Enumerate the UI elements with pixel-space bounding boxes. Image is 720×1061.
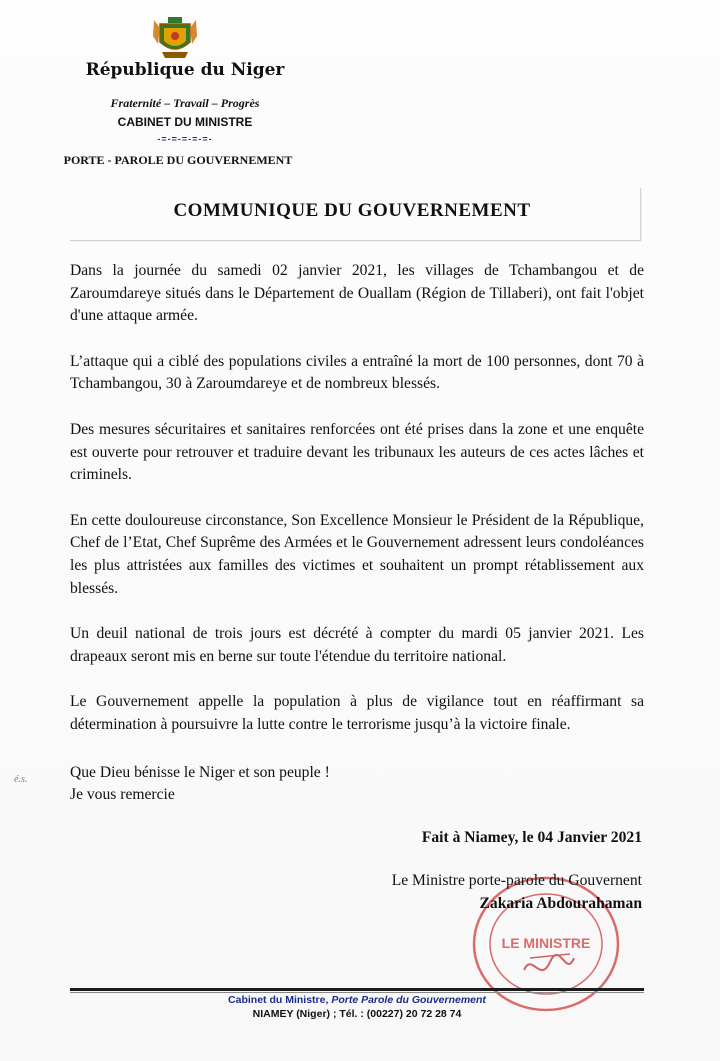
- minister-role: Le Ministre porte-parole du Gouvernent: [391, 872, 642, 889]
- footer-contact: NIAMEY (Niger) ; Tél. : (00227) 20 72 28 74: [252, 1008, 462, 1020]
- paragraph: En cette douloureuse circonstance, Son Excellence Monsieur le Président de la République, Chef de l’Etat, Chef Suprême des Armées et le Gouvernement adressent leurs condoléances les plus attristées aux familles des victimes et souhaitent un prompt rétablissement aux blessés.: [70, 511, 644, 597]
- paragraph: Dans la journée du samedi 02 janvier 2021, les villages de Tchambangou et de Zaroumdareye situés dans le Département de Ouallam (Région de Tillaberi), ont fait l'objet d'une attaque armée.: [70, 262, 644, 325]
- coat-of-arms-icon: [150, 14, 200, 60]
- closing-thanks: Je vous remercie: [70, 786, 175, 803]
- footer-cabinet: Cabinet du Ministre,: [228, 994, 329, 1006]
- republic-name: République du Niger: [85, 60, 285, 80]
- closing-block: [70, 762, 470, 806]
- paragraph: Des mesures sécuritaires et sanitaires renforcées ont été prises dans la zone et une enquête est ouverte pour retrouver et traduire devant les tribunaux les auteurs de ces actes lâches et criminels.: [70, 420, 644, 484]
- paragraph: L’attaque qui a ciblé des populations civiles a entraîné la mort de 100 personnes, dont 70 à Tchambangou, 30 à Zaroumdareye et de nombreux blessés.: [70, 352, 644, 393]
- stamp-center-text: LE MINISTRE: [501, 935, 591, 951]
- paragraph: Le Gouvernement appelle la population à plus de vigilance tout en réaffirmant sa détermination à poursuivre la lutte contre le terrorisme jusqu’à la victoire finale.: [70, 693, 644, 733]
- cabinet-label: CABINET DU MINISTRE: [117, 115, 253, 129]
- document-title: COMMUNIQUE DU GOUVERNEMENT: [173, 200, 531, 221]
- header-separator: -=-=-=-=-=-: [157, 134, 213, 144]
- minister-name: Zakaria Abdourahaman: [479, 895, 642, 912]
- footer-divider: [70, 988, 644, 991]
- place-date: Fait à Niamey, le 04 Janvier 2021: [421, 829, 642, 846]
- communique-body: [70, 260, 644, 760]
- paragraph: Un deuil national de trois jours est décrété à compter du mardi 05 janvier 2021. Les drapeaux seront mis en berne sur toute l'étendue du territoire national.: [70, 625, 644, 665]
- footer-office: [70, 994, 644, 1006]
- national-motto: Fraternité – Travail – Progrès: [110, 96, 260, 110]
- closing-blessing: Que Dieu bénisse le Niger et son peuple !: [70, 764, 330, 781]
- footer-office-italic: Porte Parole du Gouvernement: [331, 994, 486, 1006]
- office-label: PORTE - PAROLE DU GOUVERNEMENT: [63, 153, 293, 167]
- margin-note: é.s.: [14, 774, 28, 785]
- footer-divider-thin: [70, 992, 644, 993]
